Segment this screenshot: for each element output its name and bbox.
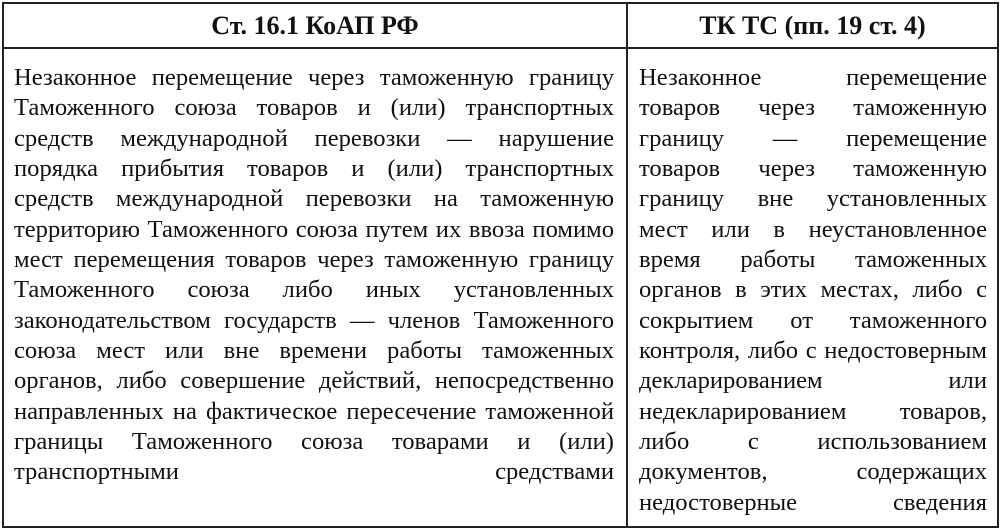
content-row	[3, 48, 998, 527]
comparison-table	[2, 2, 999, 528]
header-row	[3, 3, 998, 48]
tk-ts-definition: Незаконное перемещение товаров через таможенную границу — перемещение товаров через таможенную границу вне установленных мест или в неустановленное время работы таможенных органов в этих местах, либо с сокрытием от таможенного контроля, либо с недостоверным декларированием или недекларированием товаров, либо с использованием документов, содержащих недостоверные сведения	[627, 48, 998, 527]
koap-definition: Незаконное перемещение через таможенную границу Таможенного союза товаров и (или) транспортных средств международной перевозки — нарушение порядка прибытия товаров и (или) транспортных средств международной перевозки на таможенную территорию Таможенного союза путем их ввоза помимо мест перемещения товаров через таможенную границу Таможенного союза либо иных установленных законодательством государств — членов Таможенного союза мест или вне времени работы таможенных органов, либо совершение действий, непосредственно направленных на фактическое пересечение таможенной границы Таможенного союза товарами и (или) транспортными средствами	[3, 48, 627, 527]
header-tk-ts: ТК ТС (пп. 19 ст. 4)	[627, 3, 998, 48]
header-koap: Ст. 16.1 КоАП РФ	[3, 3, 627, 48]
